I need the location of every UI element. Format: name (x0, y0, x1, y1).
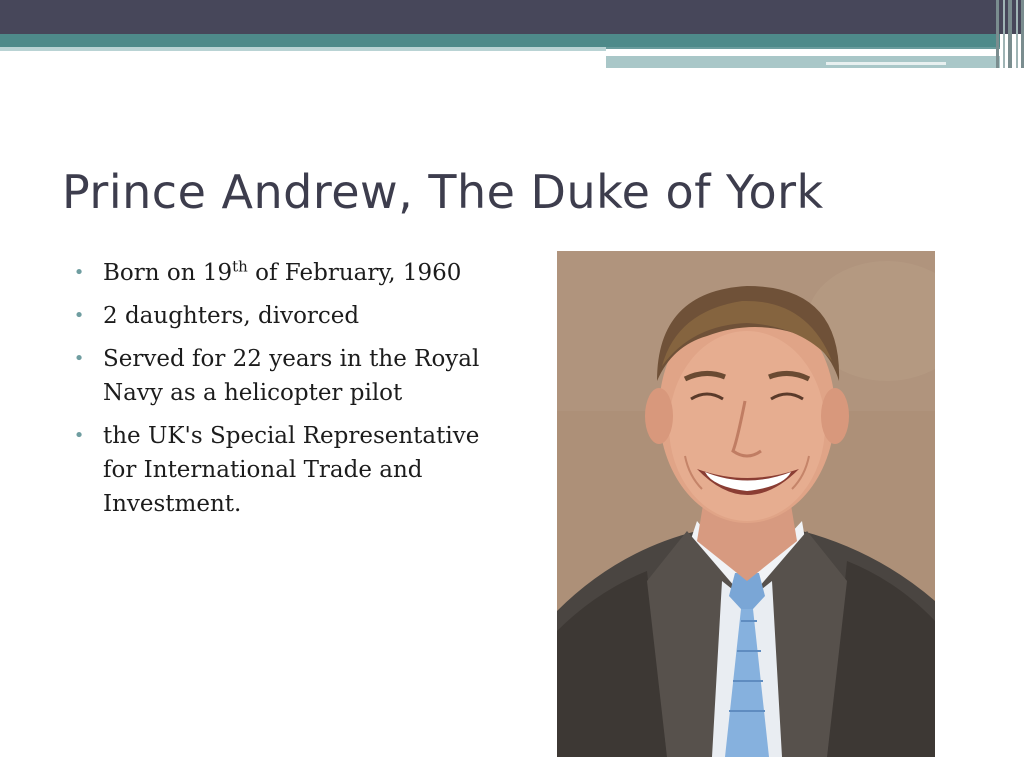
slide-title: Prince Andrew, The Duke of York (62, 165, 824, 219)
bullet-text: Born on 19th of February, 1960 (103, 257, 462, 286)
header-band-highlight (826, 62, 946, 65)
bullet-text: 2 daughters, divorced (103, 303, 360, 329)
bullet-item-navy (72, 342, 512, 410)
bullet-dot-icon: • (73, 305, 85, 326)
bullet-item-birth (72, 256, 512, 290)
portrait-photo (557, 251, 935, 757)
bullet-list (72, 256, 512, 530)
bullet-item-family (72, 299, 512, 333)
bullet-dot-icon: • (73, 425, 85, 446)
portrait-illustration (557, 251, 935, 757)
header-band-dark (0, 0, 1024, 34)
header-band-teal (0, 34, 1000, 47)
header-edge-strips (994, 0, 1024, 68)
bullet-text: the UK's Special Representative for International Trade and Investment. (103, 423, 480, 517)
header-band-accent (606, 47, 1000, 56)
header-band-light (0, 47, 606, 51)
bullet-dot-icon: • (73, 348, 85, 369)
bullet-text: Served for 22 years in the Royal Navy as a helicopter pilot (103, 346, 480, 406)
bullet-dot-icon: • (73, 262, 85, 283)
bullet-item-trade (72, 419, 512, 521)
